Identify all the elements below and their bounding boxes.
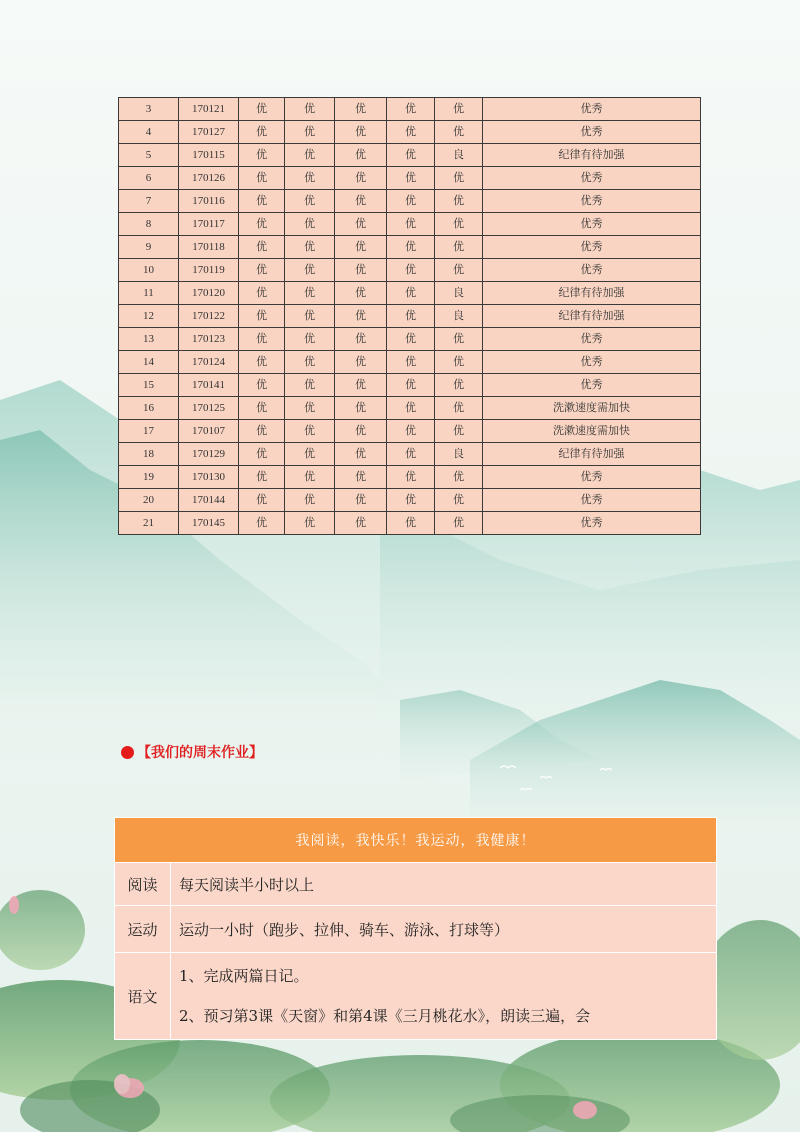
table-row [119,374,701,397]
table-row [115,863,717,906]
grade-cell: 优 [239,466,285,489]
grade-cell: 优 [335,213,387,236]
grade-cell: 优 [387,420,435,443]
table-row [115,953,717,1040]
red-dot-icon [121,746,134,759]
student-id-cell: 170126 [179,167,239,190]
homework-label-reading: 阅读 [115,863,171,906]
grade-cell: 优 [435,213,483,236]
comment-cell: 优秀 [483,213,701,236]
grade-cell: 优 [239,489,285,512]
row-number-cell: 3 [119,98,179,121]
grade-cell: 优 [239,443,285,466]
table-row [119,305,701,328]
row-number-cell: 14 [119,351,179,374]
grade-cell: 优 [387,213,435,236]
grade-cell: 优 [239,420,285,443]
grade-cell: 优 [387,144,435,167]
grade-cell: 优 [239,351,285,374]
table-row [119,282,701,305]
grade-cell: 优 [285,144,335,167]
grade-cell: 优 [335,98,387,121]
grade-cell: 优 [435,236,483,259]
table-row [115,906,717,953]
grade-cell: 优 [285,213,335,236]
grade-cell: 优 [239,167,285,190]
grade-cell: 优 [239,190,285,213]
row-number-cell: 12 [119,305,179,328]
grade-cell: 优 [285,282,335,305]
grade-cell: 优 [239,98,285,121]
grade-cell: 优 [335,167,387,190]
grade-cell: 优 [335,328,387,351]
scores-table [118,97,701,535]
grade-cell: 优 [387,466,435,489]
grade-cell: 优 [435,466,483,489]
row-number-cell: 11 [119,282,179,305]
table-row [119,443,701,466]
row-number-cell: 19 [119,466,179,489]
grade-cell: 优 [285,443,335,466]
grade-cell: 优 [435,190,483,213]
grade-cell: 优 [435,512,483,535]
grade-cell: 优 [387,512,435,535]
comment-cell: 优秀 [483,489,701,512]
grade-cell: 优 [239,144,285,167]
grade-cell: 优 [435,397,483,420]
student-id-cell: 170129 [179,443,239,466]
student-id-cell: 170141 [179,374,239,397]
table-row [119,466,701,489]
grade-cell: 优 [335,489,387,512]
grade-cell: 优 [435,328,483,351]
grade-cell: 优 [387,121,435,144]
comment-cell: 洗漱速度需加快 [483,420,701,443]
table-row [119,397,701,420]
comment-cell: 优秀 [483,167,701,190]
grade-cell: 优 [435,259,483,282]
grade-cell: 优 [285,466,335,489]
comment-cell: 优秀 [483,121,701,144]
section-title [121,742,263,762]
grade-cell: 优 [387,443,435,466]
student-id-cell: 170127 [179,121,239,144]
row-number-cell: 8 [119,213,179,236]
grade-cell: 优 [239,512,285,535]
homework-label-sports: 运动 [115,906,171,953]
grade-cell: 优 [387,190,435,213]
grade-cell: 良 [435,144,483,167]
comment-cell: 优秀 [483,236,701,259]
grade-cell: 优 [239,328,285,351]
grade-cell: 优 [435,351,483,374]
grade-cell: 优 [335,190,387,213]
grade-cell: 优 [387,397,435,420]
comment-cell: 纪律有待加强 [483,282,701,305]
grade-cell: 优 [387,328,435,351]
grade-cell: 良 [435,443,483,466]
grade-cell: 优 [335,236,387,259]
grade-cell: 优 [335,351,387,374]
comment-cell: 优秀 [483,98,701,121]
grade-cell: 优 [239,305,285,328]
table-row [119,420,701,443]
table-row [119,351,701,374]
grade-cell: 优 [285,351,335,374]
row-number-cell: 13 [119,328,179,351]
row-number-cell: 6 [119,167,179,190]
grade-cell: 优 [335,144,387,167]
student-id-cell: 170125 [179,397,239,420]
grade-cell: 良 [435,305,483,328]
student-id-cell: 170144 [179,489,239,512]
grade-cell: 优 [285,305,335,328]
student-id-cell: 170120 [179,282,239,305]
homework-content-reading: 每天阅读半小时以上 [171,863,717,906]
grade-cell: 良 [435,282,483,305]
student-id-cell: 170115 [179,144,239,167]
table-row [119,213,701,236]
comment-cell: 纪律有待加强 [483,144,701,167]
comment-cell: 纪律有待加强 [483,443,701,466]
student-id-cell: 170124 [179,351,239,374]
comment-cell: 优秀 [483,512,701,535]
comment-cell: 纪律有待加强 [483,305,701,328]
grade-cell: 优 [335,420,387,443]
grade-cell: 优 [285,121,335,144]
comment-cell: 洗漱速度需加快 [483,397,701,420]
grade-cell: 优 [387,167,435,190]
grade-cell: 优 [387,489,435,512]
comment-cell: 优秀 [483,190,701,213]
homework-header: 我阅读，我快乐！我运动，我健康！ [115,818,717,863]
grade-cell: 优 [435,420,483,443]
table-row [119,489,701,512]
grade-cell: 优 [387,259,435,282]
row-number-cell: 5 [119,144,179,167]
grade-cell: 优 [335,397,387,420]
grade-cell: 优 [285,512,335,535]
grade-cell: 优 [239,259,285,282]
row-number-cell: 16 [119,397,179,420]
grade-cell: 优 [285,236,335,259]
comment-cell: 优秀 [483,466,701,489]
grade-cell: 优 [387,236,435,259]
grade-cell: 优 [387,374,435,397]
table-row [119,259,701,282]
grade-cell: 优 [239,121,285,144]
row-number-cell: 15 [119,374,179,397]
table-row [119,190,701,213]
homework-content-sports: 运动一小时（跑步、拉伸、骑车、游泳、打球等） [171,906,717,953]
grade-cell: 优 [387,98,435,121]
grade-cell: 优 [335,259,387,282]
row-number-cell: 21 [119,512,179,535]
grade-cell: 优 [335,121,387,144]
student-id-cell: 170116 [179,190,239,213]
grade-cell: 优 [335,305,387,328]
table-row [119,98,701,121]
table-row [119,144,701,167]
homework-content-chinese [171,953,717,1040]
grade-cell: 优 [387,351,435,374]
row-number-cell: 20 [119,489,179,512]
table-row [119,167,701,190]
student-id-cell: 170121 [179,98,239,121]
grade-cell: 优 [435,98,483,121]
grade-cell: 优 [285,259,335,282]
student-id-cell: 170117 [179,213,239,236]
grade-cell: 优 [387,305,435,328]
student-id-cell: 170118 [179,236,239,259]
grade-cell: 优 [285,328,335,351]
row-number-cell: 17 [119,420,179,443]
student-id-cell: 170107 [179,420,239,443]
grade-cell: 优 [435,489,483,512]
row-number-cell: 18 [119,443,179,466]
homework-line: 1、完成两篇日记。 [179,967,309,985]
grade-cell: 优 [239,282,285,305]
homework-table [114,817,717,1040]
grade-cell: 优 [335,443,387,466]
table-row [119,236,701,259]
table-row [119,328,701,351]
grade-cell: 优 [285,397,335,420]
grade-cell: 优 [285,420,335,443]
grade-cell: 优 [285,374,335,397]
grade-cell: 优 [285,489,335,512]
grade-cell: 优 [239,397,285,420]
grade-cell: 优 [335,512,387,535]
grade-cell: 优 [387,282,435,305]
row-number-cell: 10 [119,259,179,282]
homework-label-chinese: 语文 [115,953,171,1040]
grade-cell: 优 [285,98,335,121]
grade-cell: 优 [435,121,483,144]
grade-cell: 优 [285,190,335,213]
grade-cell: 优 [435,374,483,397]
homework-line: 2、预习第3课《天窗》和第4课《三月桃花水》，朗读三遍，会 [179,1007,591,1025]
table-row [119,512,701,535]
student-id-cell: 170122 [179,305,239,328]
grade-cell: 优 [285,167,335,190]
table-row [119,121,701,144]
row-number-cell: 4 [119,121,179,144]
comment-cell: 优秀 [483,259,701,282]
comment-cell: 优秀 [483,374,701,397]
grade-cell: 优 [335,374,387,397]
row-number-cell: 7 [119,190,179,213]
student-id-cell: 170130 [179,466,239,489]
grade-cell: 优 [335,282,387,305]
comment-cell: 优秀 [483,351,701,374]
section-title-text: 【我们的周末作业】 [137,745,263,761]
grade-cell: 优 [239,374,285,397]
grade-cell: 优 [335,466,387,489]
student-id-cell: 170119 [179,259,239,282]
grade-cell: 优 [239,213,285,236]
comment-cell: 优秀 [483,328,701,351]
grade-cell: 优 [435,167,483,190]
student-id-cell: 170123 [179,328,239,351]
student-id-cell: 170145 [179,512,239,535]
row-number-cell: 9 [119,236,179,259]
grade-cell: 优 [239,236,285,259]
